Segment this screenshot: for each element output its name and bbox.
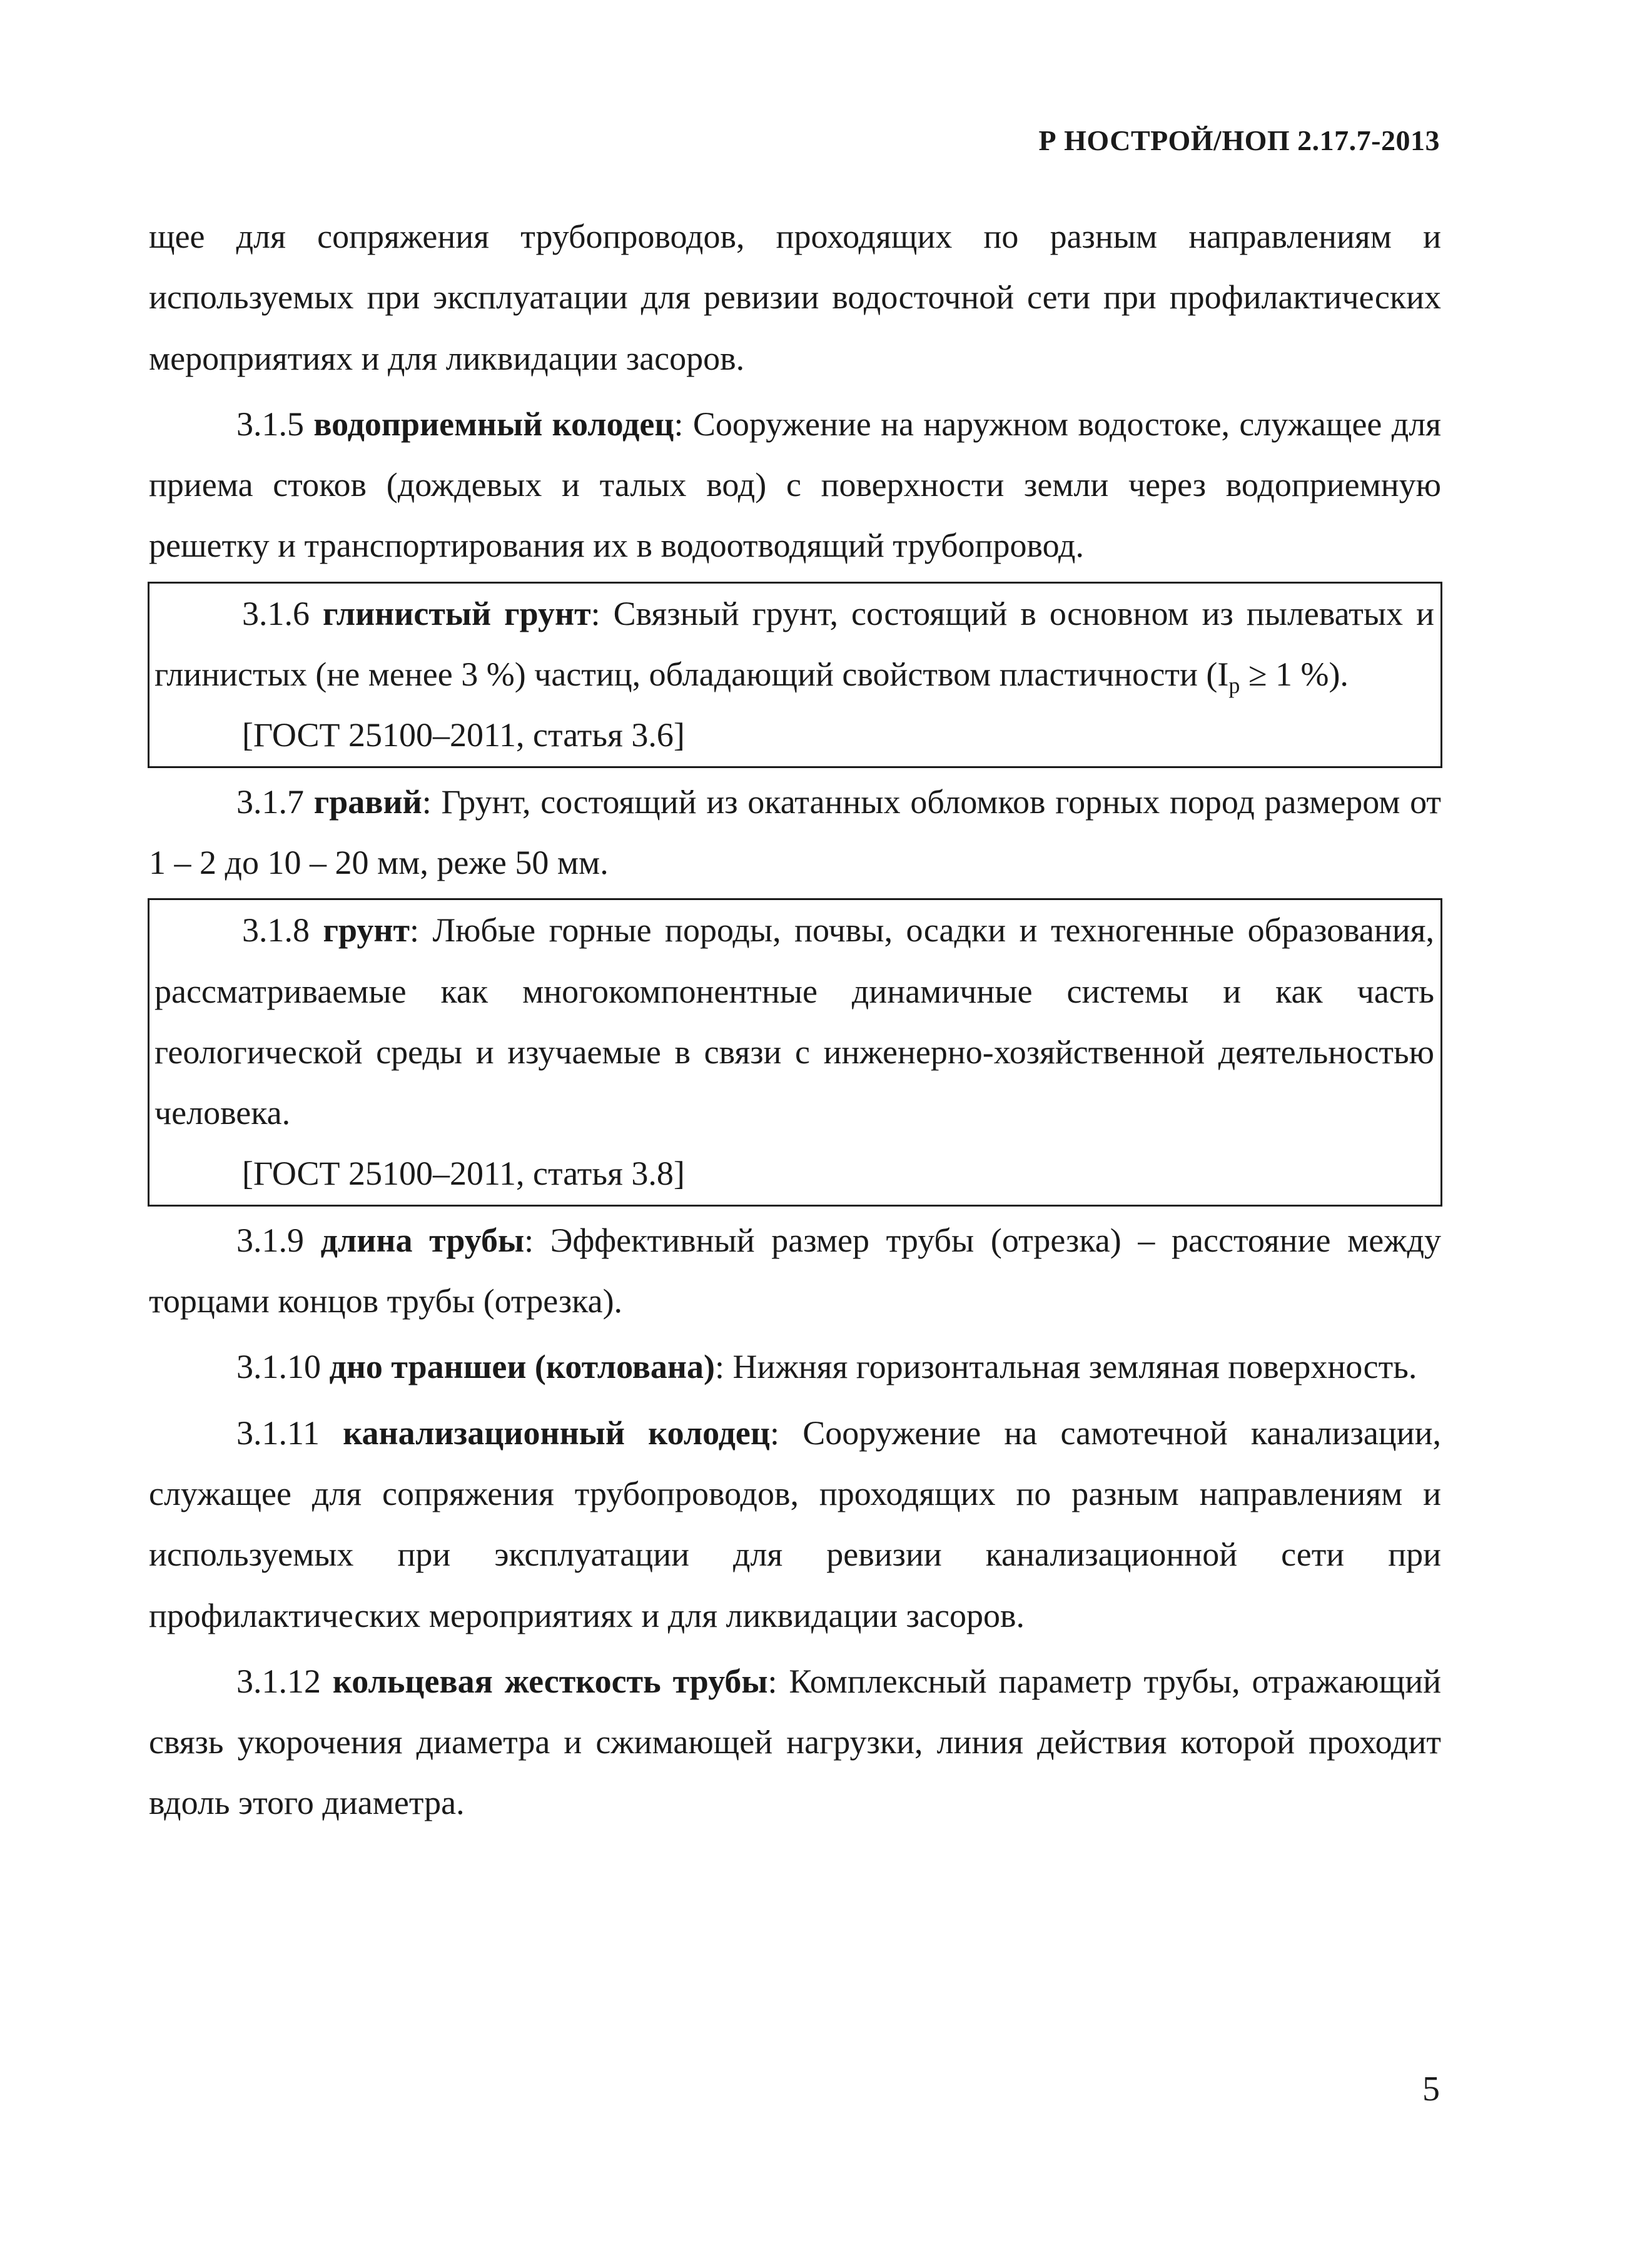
document-code-header: Р НОСТРОЙ/НОП 2.17.7-2013 [1038, 124, 1440, 156]
term-number: 3.1.6 [242, 594, 310, 632]
page-content [149, 206, 1441, 1834]
quoted-term-box-3-1-8 [148, 898, 1442, 1206]
term-3-1-5 [149, 394, 1441, 577]
quoted-term-box-3-1-6 [148, 582, 1442, 768]
term-3-1-8 [149, 900, 1434, 1143]
term-definition: : Нижняя горизонтальная земляная поверхность. [715, 1348, 1417, 1386]
page-number: 5 [1422, 2070, 1440, 2109]
term-number: 3.1.7 [236, 782, 304, 821]
term-definition-tail: ≥ 1 %). [1240, 656, 1349, 694]
source-reference: [ГОСТ 25100–2011, статья 3.8] [242, 1155, 685, 1193]
term-name: дно траншеи (котлована) [329, 1348, 715, 1386]
term-number: 3.1.11 [236, 1414, 320, 1452]
term-name: кольцевая жесткость трубы [332, 1662, 768, 1700]
source-reference: [ГОСТ 25100–2011, статья 3.6] [242, 716, 685, 754]
term-name: грунт [323, 911, 410, 949]
term-name: водоприемный колодец [313, 405, 674, 443]
term-3-1-6 [149, 584, 1434, 706]
term-number: 3.1.5 [236, 405, 304, 443]
term-definition: : Комплексный параметр трубы, отражающий связь укорочения диаметра и сжимающей нагрузки, линия действия которой проходит вдоль этого диаметра. [149, 1662, 1442, 1822]
term-number: 3.1.9 [236, 1221, 304, 1259]
subscript-p: p [1228, 673, 1240, 699]
term-definition: : Сооружение на самотечной канализации, служащее для сопряжения трубопроводов, проходящих по разным направлениям и используемых при эксплуатации для ревизии канализационной сети при профилактических мероприятиях и для ликвидации засоров. [149, 1414, 1442, 1634]
term-definition: : Любые горные породы, почвы, осадки и техногенные образования, рассматриваемые как многокомпонентные динамичные системы и как часть геологической среды и изучаемые в связи с инженерно-хозяйственной деятельностью человека. [154, 911, 1434, 1132]
term-number: 3.1.12 [236, 1662, 321, 1700]
term-3-1-11 [149, 1403, 1441, 1646]
term-definition: : Сооружение на наружном водостоке, служащее для приема стоков (дождевых и талых вод) с поверхности земли через водоприемную решетку и транспортирования их в водоотводящий трубопровод. [149, 405, 1442, 565]
term-3-1-7 [149, 772, 1441, 894]
term-definition: : Связный грунт, состоящий в основном из пылеватых и глинистых (не менее 3 %) частиц, обладающий свойством пластичности (I [154, 594, 1434, 694]
term-number: 3.1.8 [242, 911, 310, 949]
term-3-1-12 [149, 1651, 1441, 1834]
continued-paragraph: щее для сопряжения трубопроводов, проходящих по разным направлениям и используемых при эксплуатации для ревизии водосточной сети при профилактических мероприятиях и для ликвидации засоров. [149, 218, 1441, 377]
term-definition: : Грунт, состоящий из окатанных обломков горных пород размером от 1 – 2 до 10 – 20 мм, реже 50 мм. [149, 782, 1442, 881]
term-name: канализационный колодец [343, 1414, 771, 1452]
term-definition: : Эффективный размер трубы (отрезка) – расстояние между торцами концов трубы (отрезка). [149, 1221, 1441, 1320]
term-3-1-9 [149, 1210, 1441, 1332]
term-name: глинистый грунт [322, 594, 591, 632]
term-3-1-10 [149, 1337, 1441, 1397]
term-name: гравий [313, 782, 422, 821]
term-name: длина трубы [320, 1221, 525, 1259]
term-number: 3.1.10 [236, 1348, 321, 1386]
